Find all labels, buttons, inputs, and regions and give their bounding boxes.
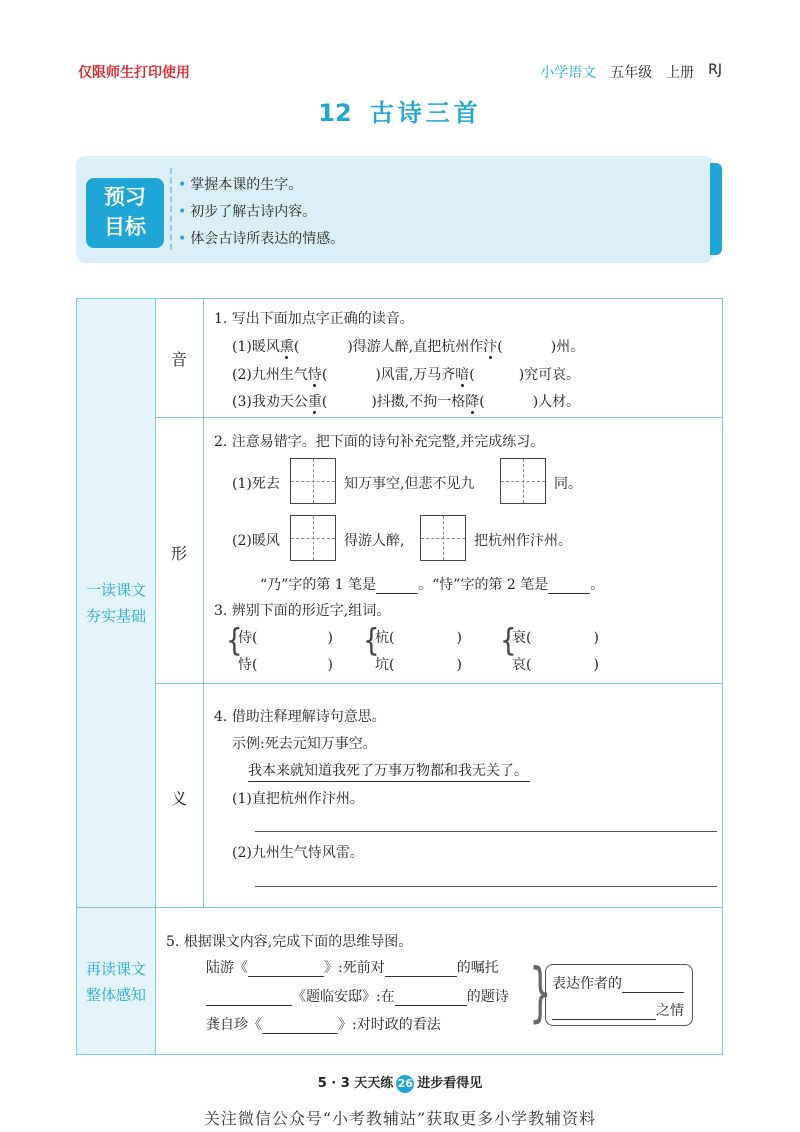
question-3-prompt: 3. 辨别下面的形近字,组词。 xyxy=(214,603,391,619)
answer-blank[interactable] xyxy=(385,962,457,977)
print-notice: 仅限师生打印使用 xyxy=(78,65,190,81)
bullet-icon: • xyxy=(178,204,187,220)
bullet-icon: • xyxy=(178,177,187,193)
page-title xyxy=(0,93,800,128)
q3-pair-2-top: 杭( ) xyxy=(375,630,462,646)
q1-line-2: (2)九州生气恃( )风雷,万马齐喑( )究可哀。 xyxy=(232,367,581,383)
q4-item-1: (1)直把杭州作汴州。 xyxy=(232,791,364,807)
answer-blank[interactable] xyxy=(395,991,467,1006)
goal-divider xyxy=(170,168,172,250)
q4-example-answer: 我本来就知道我死了万事万物都和我无关了。 xyxy=(248,760,530,782)
watermark-text: 关注微信公众号“小考教辅站”获取更多小学教辅资料 xyxy=(203,1109,597,1128)
badge-line-2: 目标 xyxy=(104,215,146,239)
q2-line-1a: (1)死去 xyxy=(232,476,280,492)
q1-line-3: (3)我劝天公重( )抖擞,不拘一格降( )人材。 xyxy=(232,394,581,410)
answer-blank[interactable] xyxy=(376,579,418,594)
mindmap-row-1: 陆游《 》:死前对 的嘱托 xyxy=(206,960,499,976)
footer-series: 5 · 3 天天练 xyxy=(317,1076,394,1091)
q1-line-1: (1)暖风熏( )得游人醉,直把杭州作汴( )州。 xyxy=(232,339,585,355)
row-divider xyxy=(155,683,723,684)
goal-item: • 掌握本课的生字。 xyxy=(178,177,303,193)
grade-label: 五年级 xyxy=(610,65,653,81)
goal-item: • 初步了解古诗内容。 xyxy=(178,204,317,220)
table-divider xyxy=(155,298,156,1055)
q2-line-2b: 得游人醉, xyxy=(344,533,405,549)
row-label-divider xyxy=(203,298,204,908)
writing-grid-box[interactable] xyxy=(290,458,336,504)
q3-pair-1-top: 侍( ) xyxy=(238,630,333,646)
subject-label: 小学语文 xyxy=(540,65,597,81)
q2-line-1b: 知万事空,但悲不见九 xyxy=(344,476,475,492)
preview-badge xyxy=(86,178,164,248)
left-brace-icon: { xyxy=(500,623,517,659)
mindmap-row-2: 《题临安邸》:在 的题诗 xyxy=(206,986,509,1006)
category-column xyxy=(76,298,156,1055)
edition-label: RJ xyxy=(708,62,722,78)
section-divider xyxy=(76,907,723,908)
book-info xyxy=(540,62,722,82)
badge-line-1: 预习 xyxy=(104,185,146,209)
answer-blank[interactable] xyxy=(206,991,292,1006)
q2-line-2c: 把杭州作汴州。 xyxy=(474,533,572,549)
left-brace-icon: { xyxy=(226,623,243,659)
answer-blank[interactable] xyxy=(548,579,590,594)
writing-grid-box[interactable] xyxy=(420,515,466,561)
writing-grid-box[interactable] xyxy=(500,458,546,504)
question-1-prompt: 1. 写出下面加点字正确的读音。 xyxy=(214,311,414,327)
footer-slogan: 进步看得见 xyxy=(417,1076,483,1091)
question-5-prompt: 5. 根据课文内容,完成下面的思维导图。 xyxy=(166,934,413,950)
answer-line[interactable] xyxy=(255,886,717,887)
q2-line-1c: 同。 xyxy=(554,476,582,492)
category-second-reading: 再读课文 整体感知 xyxy=(85,960,146,1004)
row-label-meaning: 义 xyxy=(170,789,187,808)
q3-pair-2-bottom: 坑( ) xyxy=(375,657,462,673)
goal-item: • 体会古诗所表达的情感。 xyxy=(178,231,345,247)
answer-blank[interactable] xyxy=(262,1019,338,1034)
q2-line-2a: (2)暖风 xyxy=(232,533,280,549)
preview-goals-tab xyxy=(710,163,722,255)
page-number: 26 xyxy=(396,1075,414,1093)
q3-pair-3-bottom: 哀( ) xyxy=(512,657,599,673)
row-label-form: 形 xyxy=(170,544,187,563)
goal-list xyxy=(178,172,344,253)
bullet-icon: • xyxy=(178,231,187,247)
q4-item-2: (2)九州生气恃风雷。 xyxy=(232,845,364,861)
curly-brace-icon: } xyxy=(529,956,552,1030)
q4-example: 示例:死去元知万事空。 xyxy=(232,736,377,752)
left-brace-icon: { xyxy=(363,623,380,659)
mindmap-box-line-1: 表达作者的 xyxy=(552,973,684,993)
category-first-reading: 一读课文 夯实基础 xyxy=(85,581,146,625)
q2-stroke-question: “乃”字的第 1 笔是 。“恃”字的第 2 笔是 。 xyxy=(260,577,605,593)
row-divider xyxy=(155,417,723,418)
q3-pair-3-top: 衰( ) xyxy=(512,630,599,646)
answer-line[interactable] xyxy=(255,831,717,832)
page-footer xyxy=(0,1072,800,1093)
volume-label: 上册 xyxy=(666,65,695,81)
writing-grid-box[interactable] xyxy=(290,515,336,561)
row-label-pronunciation: 音 xyxy=(170,350,187,369)
q3-pair-1-bottom: 恃( ) xyxy=(238,657,333,673)
answer-blank[interactable] xyxy=(552,1005,656,1020)
question-2-prompt: 2. 注意易错字。把下面的诗句补充完整,并完成练习。 xyxy=(214,434,545,450)
lesson-title: 古诗三首 xyxy=(369,99,482,127)
mindmap-box-line-2: 之情 xyxy=(552,1000,684,1020)
answer-blank[interactable] xyxy=(622,978,684,993)
question-4-prompt: 4. 借助注释理解诗句意思。 xyxy=(214,709,386,725)
answer-blank[interactable] xyxy=(248,962,324,977)
mindmap-row-3: 龚自珍《 》:对时政的看法 xyxy=(206,1017,441,1033)
lesson-number: 12 xyxy=(318,99,352,127)
